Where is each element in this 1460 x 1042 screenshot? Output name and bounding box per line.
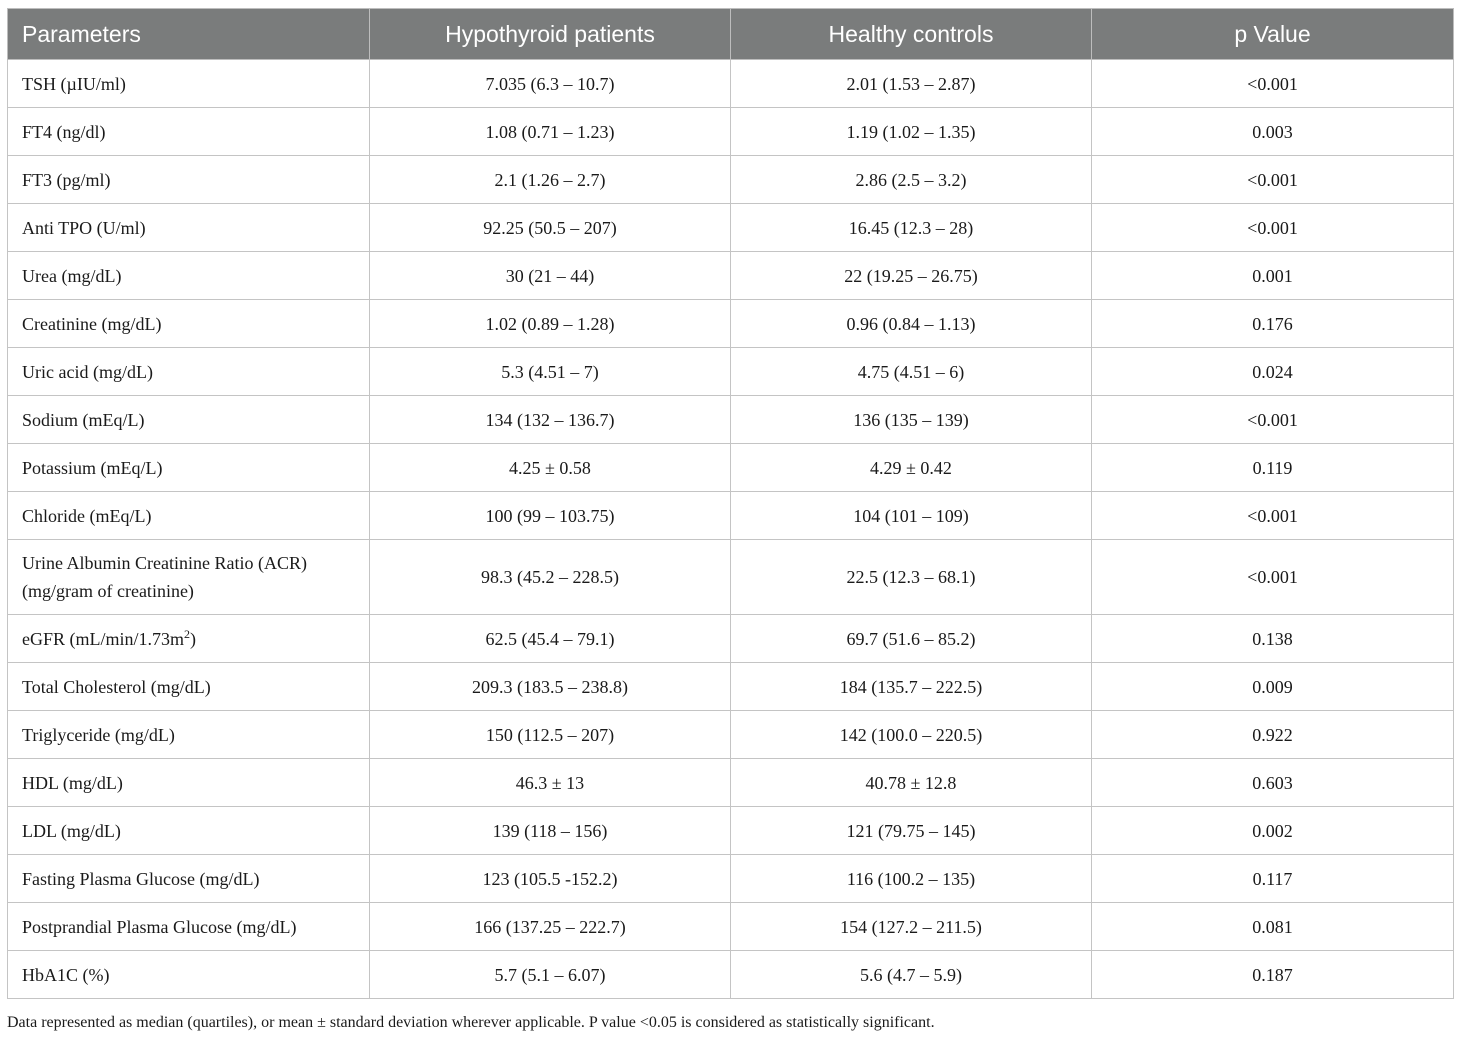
healthy-value-cell: 22.5 (12.3 – 68.1) xyxy=(731,540,1092,615)
p-value-cell: 0.603 xyxy=(1092,759,1454,807)
table-row xyxy=(8,951,1454,999)
p-value-cell: 0.024 xyxy=(1092,348,1454,396)
p-value-cell: <0.001 xyxy=(1092,396,1454,444)
p-value-cell: 0.922 xyxy=(1092,711,1454,759)
healthy-value-cell: 40.78 ± 12.8 xyxy=(731,759,1092,807)
parameter-cell: HbA1C (%) xyxy=(8,951,370,999)
p-value-cell: 0.001 xyxy=(1092,252,1454,300)
table-row xyxy=(8,252,1454,300)
parameter-cell: TSH (µIU/ml) xyxy=(8,60,370,108)
hypothyroid-value-cell: 4.25 ± 0.58 xyxy=(370,444,731,492)
hypothyroid-value-cell: 1.08 (0.71 – 1.23) xyxy=(370,108,731,156)
parameter-cell: Uric acid (mg/dL) xyxy=(8,348,370,396)
parameter-cell: FT4 (ng/dl) xyxy=(8,108,370,156)
parameter-cell: Postprandial Plasma Glucose (mg/dL) xyxy=(8,903,370,951)
p-value-cell: 0.138 xyxy=(1092,615,1454,663)
hypothyroid-value-cell: 139 (118 – 156) xyxy=(370,807,731,855)
hypothyroid-value-cell: 166 (137.25 – 222.7) xyxy=(370,903,731,951)
p-value-cell: 0.176 xyxy=(1092,300,1454,348)
table-row xyxy=(8,60,1454,108)
table-row xyxy=(8,204,1454,252)
parameter-cell: Potassium (mEq/L) xyxy=(8,444,370,492)
parameter-cell: Fasting Plasma Glucose (mg/dL) xyxy=(8,855,370,903)
p-value-cell: 0.117 xyxy=(1092,855,1454,903)
healthy-value-cell: 2.01 (1.53 – 2.87) xyxy=(731,60,1092,108)
table-body xyxy=(8,60,1454,999)
hypothyroid-value-cell: 98.3 (45.2 – 228.5) xyxy=(370,540,731,615)
hypothyroid-value-cell: 62.5 (45.4 – 79.1) xyxy=(370,615,731,663)
parameter-label: eGFR (mL/min/1.73m xyxy=(22,628,184,649)
table-row xyxy=(8,156,1454,204)
p-value-cell: <0.001 xyxy=(1092,156,1454,204)
healthy-value-cell: 154 (127.2 – 211.5) xyxy=(731,903,1092,951)
parameter-cell: Total Cholesterol (mg/dL) xyxy=(8,663,370,711)
table-row xyxy=(8,396,1454,444)
hypothyroid-value-cell: 5.3 (4.51 – 7) xyxy=(370,348,731,396)
healthy-value-cell: 136 (135 – 139) xyxy=(731,396,1092,444)
table-row xyxy=(8,444,1454,492)
healthy-value-cell: 2.86 (2.5 – 3.2) xyxy=(731,156,1092,204)
healthy-value-cell: 121 (79.75 – 145) xyxy=(731,807,1092,855)
p-value-cell: <0.001 xyxy=(1092,492,1454,540)
table-row xyxy=(8,540,1454,615)
table-footnote: Data represented as median (quartiles), or mean ± standard deviation wherever applicable. P value <0.05 is considered as statistically significant. xyxy=(7,1014,935,1031)
table-container xyxy=(7,8,1453,999)
table-row xyxy=(8,615,1454,663)
table-row xyxy=(8,759,1454,807)
header-p-value: p Value xyxy=(1092,9,1454,60)
parameter-cell: Chloride (mEq/L) xyxy=(8,492,370,540)
p-value-cell: 0.187 xyxy=(1092,951,1454,999)
hypothyroid-value-cell: 100 (99 – 103.75) xyxy=(370,492,731,540)
parameter-cell: Urea (mg/dL) xyxy=(8,252,370,300)
healthy-value-cell: 4.75 (4.51 – 6) xyxy=(731,348,1092,396)
hypothyroid-value-cell: 150 (112.5 – 207) xyxy=(370,711,731,759)
parameter-cell: Anti TPO (U/ml) xyxy=(8,204,370,252)
p-value-cell: <0.001 xyxy=(1092,204,1454,252)
table-row xyxy=(8,855,1454,903)
p-value-cell: <0.001 xyxy=(1092,540,1454,615)
hypothyroid-value-cell: 123 (105.5 -152.2) xyxy=(370,855,731,903)
healthy-value-cell: 1.19 (1.02 – 1.35) xyxy=(731,108,1092,156)
healthy-value-cell: 116 (100.2 – 135) xyxy=(731,855,1092,903)
p-value-cell: 0.119 xyxy=(1092,444,1454,492)
table-row xyxy=(8,348,1454,396)
table-row xyxy=(8,663,1454,711)
parameter-cell: Urine Albumin Creatinine Ratio (ACR) (mg/gram of creatinine) xyxy=(8,540,370,615)
table-row xyxy=(8,711,1454,759)
hypothyroid-value-cell: 7.035 (6.3 – 10.7) xyxy=(370,60,731,108)
p-value-cell: 0.081 xyxy=(1092,903,1454,951)
p-value-cell: 0.003 xyxy=(1092,108,1454,156)
parameter-cell: LDL (mg/dL) xyxy=(8,807,370,855)
healthy-value-cell: 22 (19.25 – 26.75) xyxy=(731,252,1092,300)
hypothyroid-value-cell: 2.1 (1.26 – 2.7) xyxy=(370,156,731,204)
parameter-cell xyxy=(8,615,370,663)
header-healthy-controls: Healthy controls xyxy=(731,9,1092,60)
header-parameters: Parameters xyxy=(8,9,370,60)
hypothyroid-value-cell: 209.3 (183.5 – 238.8) xyxy=(370,663,731,711)
parameter-superscript: 2 xyxy=(184,626,190,641)
parameter-cell: FT3 (pg/ml) xyxy=(8,156,370,204)
table-row xyxy=(8,108,1454,156)
results-table xyxy=(7,8,1454,999)
parameter-cell: Triglyceride (mg/dL) xyxy=(8,711,370,759)
healthy-value-cell: 4.29 ± 0.42 xyxy=(731,444,1092,492)
healthy-value-cell: 142 (100.0 – 220.5) xyxy=(731,711,1092,759)
healthy-value-cell: 16.45 (12.3 – 28) xyxy=(731,204,1092,252)
table-row xyxy=(8,300,1454,348)
p-value-cell: 0.002 xyxy=(1092,807,1454,855)
table-row xyxy=(8,903,1454,951)
healthy-value-cell: 184 (135.7 – 222.5) xyxy=(731,663,1092,711)
parameter-cell: Sodium (mEq/L) xyxy=(8,396,370,444)
healthy-value-cell: 69.7 (51.6 – 85.2) xyxy=(731,615,1092,663)
header-hypothyroid-patients: Hypothyroid patients xyxy=(370,9,731,60)
p-value-cell: 0.009 xyxy=(1092,663,1454,711)
hypothyroid-value-cell: 1.02 (0.89 – 1.28) xyxy=(370,300,731,348)
p-value-cell: <0.001 xyxy=(1092,60,1454,108)
hypothyroid-value-cell: 134 (132 – 136.7) xyxy=(370,396,731,444)
header-row xyxy=(8,9,1454,60)
parameter-cell: Creatinine (mg/dL) xyxy=(8,300,370,348)
hypothyroid-value-cell: 46.3 ± 13 xyxy=(370,759,731,807)
hypothyroid-value-cell: 30 (21 – 44) xyxy=(370,252,731,300)
parameter-cell: HDL (mg/dL) xyxy=(8,759,370,807)
healthy-value-cell: 5.6 (4.7 – 5.9) xyxy=(731,951,1092,999)
table-row xyxy=(8,807,1454,855)
hypothyroid-value-cell: 92.25 (50.5 – 207) xyxy=(370,204,731,252)
hypothyroid-value-cell: 5.7 (5.1 – 6.07) xyxy=(370,951,731,999)
healthy-value-cell: 0.96 (0.84 – 1.13) xyxy=(731,300,1092,348)
parameter-label-end: ) xyxy=(190,628,196,649)
healthy-value-cell: 104 (101 – 109) xyxy=(731,492,1092,540)
table-row xyxy=(8,492,1454,540)
